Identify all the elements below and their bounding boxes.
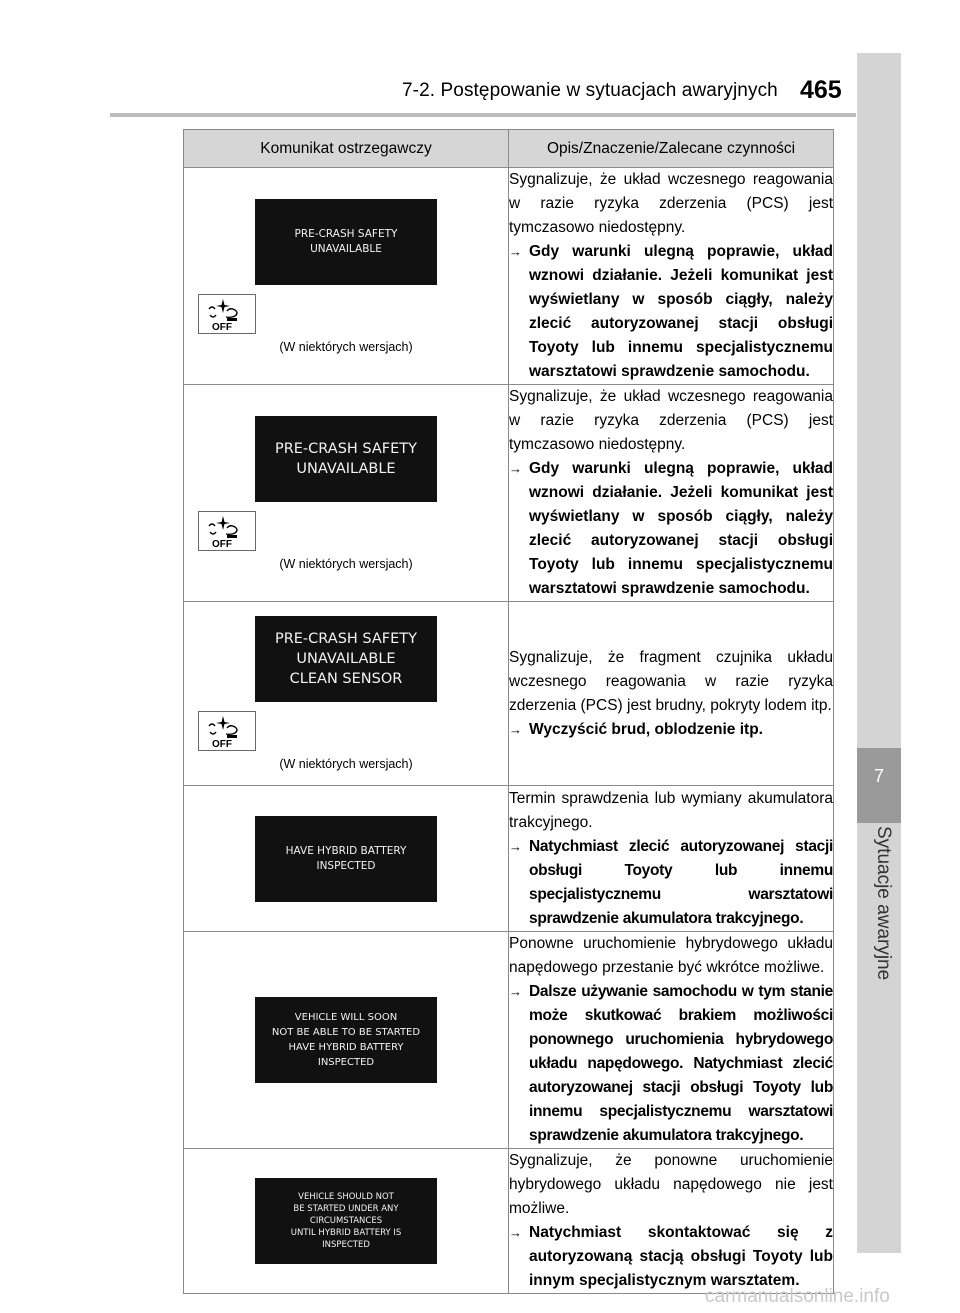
message-cell — [184, 932, 509, 1149]
screen-line: PRE-CRASH SAFETY — [274, 631, 418, 647]
pcs-off-icon — [198, 711, 256, 751]
chapter-label: Sytuacje awaryjne — [873, 826, 894, 981]
screen-line: PRE-CRASH SAFETY — [294, 227, 398, 240]
description-text: Sygnalizuje, że ponowne uruchomienie hybrydowego układu napędowego nie jest możliwe. — [509, 1152, 833, 1217]
message-cell — [184, 1149, 509, 1294]
description-cell — [509, 786, 834, 932]
display-screen — [255, 199, 437, 285]
screen-line: INSPECTED — [316, 859, 376, 872]
message-cell — [184, 385, 509, 602]
screen-line: CIRCUMSTANCES — [309, 1216, 383, 1226]
warning-messages-table — [183, 129, 834, 1294]
arrow-icon: → — [509, 984, 522, 999]
screen-line: VEHICLE SHOULD NOT — [298, 1192, 394, 1202]
version-note: (W niektórych wersjach) — [279, 339, 413, 354]
description-cell — [509, 602, 834, 786]
side-tab — [857, 53, 901, 1253]
action-text: Dalsze używanie samochodu w tym stanie może skutkować brakiem możliwości ponownego uruchomienia hybrydowego układu napędowego. Natychmiast zlecić autoryzowanej stacji obsługi Toyoty lub innemu specjalistycznemu warsztatowi sprawdzenie akumulatora trakcyjnego. — [529, 983, 833, 1144]
screen-line: CLEAN SENSOR — [289, 671, 403, 687]
screen-line: HAVE HYBRID BATTERY — [288, 1042, 404, 1053]
description-cell — [509, 932, 834, 1149]
screen-line: UNTIL HYBRID BATTERY IS — [290, 1228, 402, 1238]
screen-line: NOT BE ABLE TO BE STARTED — [271, 1027, 421, 1038]
description-text: Sygnalizuje, że układ wczesnego reagowania w razie ryzyka zderzenia (PCS) jest tymczasowo niedostępny. — [509, 388, 833, 453]
table-header-row — [184, 130, 834, 168]
display-screen — [255, 616, 437, 702]
action-text: Wyczyścić brud, oblodzenie itp. — [529, 720, 763, 738]
description-text: Ponowne uruchomienie hybrydowego układu napędowego przestanie być wkrótce możliwe. — [509, 935, 833, 976]
version-note: (W niektórych wersjach) — [279, 556, 413, 571]
column-header: Komunikat ostrzegawczy — [184, 130, 509, 168]
message-cell — [184, 602, 509, 786]
display-screen — [255, 997, 437, 1083]
page-number: 465 — [800, 76, 842, 104]
description-text: Sygnalizuje, że fragment czujnika układu wczesnego reagowania w razie ryzyka zderzenia (PCS) jest brudny, pokryty lodem itp. — [509, 648, 833, 714]
screen-line: PRE-CRASH SAFETY — [274, 440, 418, 457]
table-row — [184, 1149, 834, 1294]
version-note: (W niektórych wersjach) — [279, 757, 413, 771]
running-header: 7-2. Postępowanie w sytuacjach awaryjnych — [402, 80, 778, 101]
pcs-off-icon — [198, 294, 256, 334]
footer-watermark: carmanualsonline.info — [705, 1286, 890, 1307]
screen-line: INSPECTED — [322, 1240, 370, 1250]
action-text: Natychmiast zlecić autoryzowanej stacji obsługi Toyoty lub innemu specjalistycznemu warsztatowi sprawdzenie akumulatora trakcyjnego. — [529, 837, 833, 927]
screen-line: UNAVAILABLE — [296, 460, 396, 477]
message-cell — [184, 786, 509, 932]
action-item — [509, 980, 833, 1148]
screen-line: UNAVAILABLE — [296, 651, 396, 667]
table-row — [184, 168, 834, 385]
header-rule — [110, 113, 856, 117]
action-item — [509, 835, 833, 931]
description-cell — [509, 1149, 834, 1294]
action-text: Gdy warunki ulegną poprawie, układ wznowi działanie. Jeżeli komunikat jest wyświetlany w sposób ciągły, należy zlecić autoryzowanej stacji obsługi Toyoty lub innemu specjalistycznemu warsztatowi sprawdzenie samochodu. — [529, 460, 833, 597]
arrow-icon: → — [509, 461, 522, 476]
arrow-icon: → — [509, 244, 522, 259]
action-item — [509, 240, 833, 384]
action-item — [509, 718, 833, 742]
display-screen — [255, 816, 437, 902]
table-row — [184, 932, 834, 1149]
icon-label: OFF — [212, 321, 232, 333]
icon-label: OFF — [212, 538, 232, 550]
screen-line: UNAVAILABLE — [310, 242, 382, 255]
display-screen — [255, 416, 437, 502]
message-cell — [184, 168, 509, 385]
description-cell — [509, 168, 834, 385]
action-text: Gdy warunki ulegną poprawie, układ wznowi działanie. Jeżeli komunikat jest wyświetlany w sposób ciągły, należy zlecić autoryzowanej stacji obsługi Toyoty lub innemu specjalistycznemu warsztatowi sprawdzenie samochodu. — [529, 243, 833, 380]
description-text: Termin sprawdzenia lub wymiany akumulatora trakcyjnego. — [509, 789, 833, 831]
action-text: Natychmiast skontaktować się z autoryzowaną stacją obsługi Toyoty lub innym specjalistycznym warsztatem. — [529, 1224, 833, 1289]
screen-line: HAVE HYBRID BATTERY — [285, 844, 407, 857]
arrow-icon: → — [509, 838, 522, 854]
action-item — [509, 457, 833, 601]
table-row — [184, 385, 834, 602]
arrow-icon: → — [509, 1225, 522, 1240]
description-text: Sygnalizuje, że układ wczesnego reagowania w razie ryzyka zderzenia (PCS) jest tymczasowo niedostępny. — [509, 171, 833, 236]
icon-label: OFF — [212, 739, 232, 750]
chapter-number: 7 — [857, 748, 901, 823]
description-cell — [509, 385, 834, 602]
pcs-off-icon — [198, 511, 256, 551]
table-row — [184, 786, 834, 932]
screen-line: VEHICLE WILL SOON — [294, 1012, 398, 1023]
screen-line: BE STARTED UNDER ANY — [293, 1204, 399, 1214]
column-header: Opis/Znaczenie/Zalecane czynności — [509, 130, 834, 168]
screen-line: INSPECTED — [317, 1057, 375, 1068]
table-row — [184, 602, 834, 786]
display-screen — [255, 1178, 437, 1264]
arrow-icon: → — [509, 721, 522, 737]
action-item — [509, 1221, 833, 1293]
